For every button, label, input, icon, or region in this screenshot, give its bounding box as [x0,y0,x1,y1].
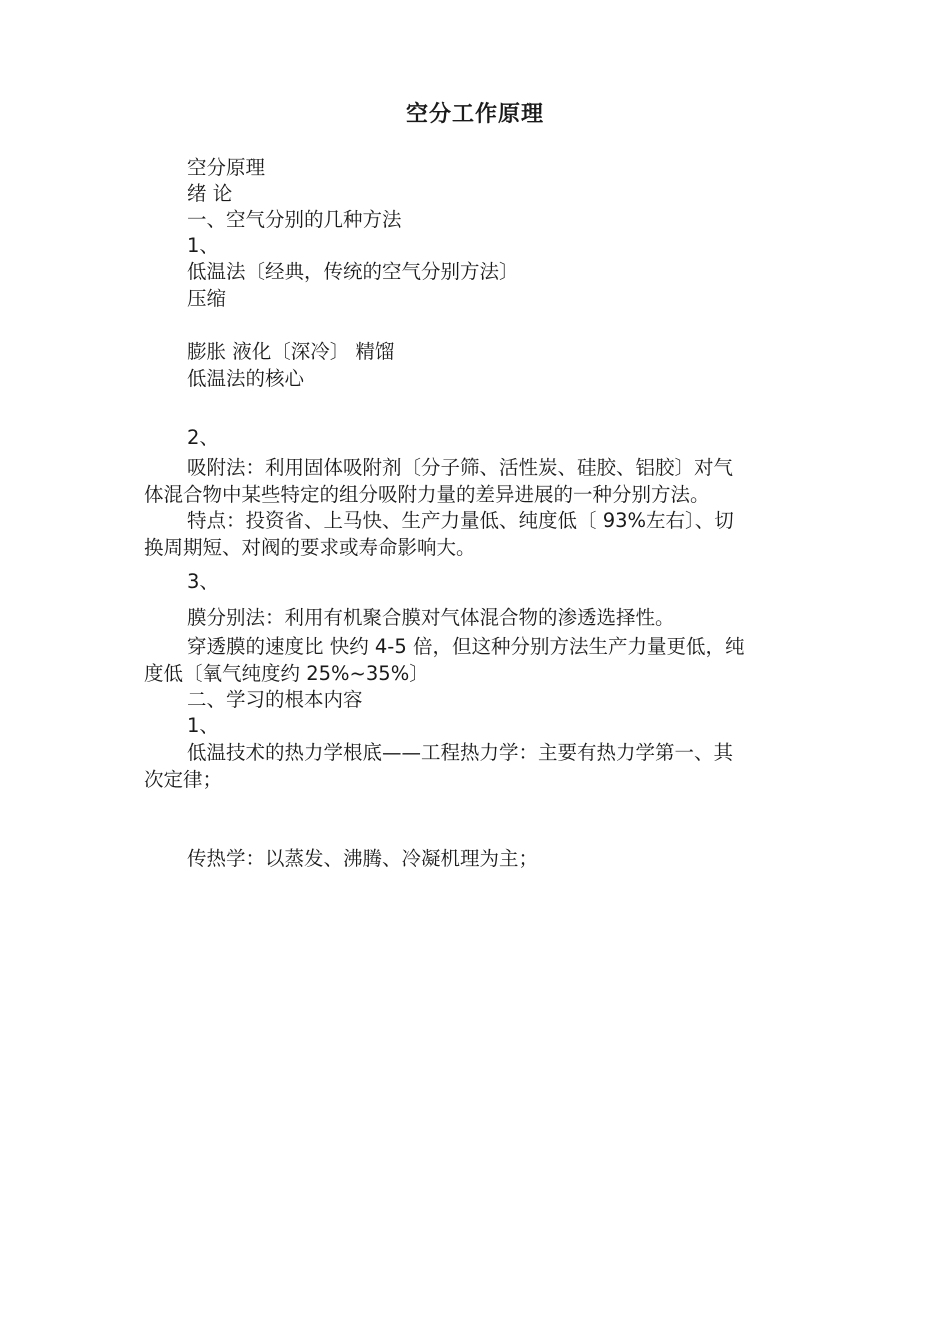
section-heading-1: 一、空气分别的几种方法 [187,208,402,231]
paragraph-line: 传热学：以蒸发、沸腾、冷凝机理为主； [187,847,539,870]
heading-kongfen-yuanli: 空分原理 [187,156,266,179]
paragraph-line: 体混合物中某些特定的组分吸附力量的差异进展的一种分别方法。 [144,483,710,506]
paragraph-line: 低温技术的热力学根底——工程热力学：主要有热力学第一、其 [187,741,734,764]
item-number: 1、 [187,234,219,257]
document-title: 空分工作原理 [405,102,544,127]
paragraph-line: 膨胀 液化〔深冷〕 精馏 [187,340,395,363]
item-number: 1、 [187,714,219,737]
paragraph-line: 吸附法：利用固体吸附剂〔分子筛、活性炭、硅胶、铝胶〕对气 [187,456,734,479]
paragraph-line: 次定律； [144,768,223,791]
item-number: 2、 [187,426,219,449]
heading-introduction: 绪 论 [187,182,233,205]
paragraph-line: 低温法〔经典，传统的空气分别方法〕 [187,260,519,283]
item-number: 3、 [187,570,219,593]
paragraph-line: 换周期短、对阀的要求或寿命影响大。 [144,536,476,559]
paragraph-line: 膜分别法：利用有机聚合膜对气体混合物的渗透选择性。 [187,606,675,629]
paragraph-line: 度低〔氧气纯度约 25%~35%〕 [144,662,429,685]
paragraph-line: 压缩 [187,287,227,310]
paragraph-line: 穿透膜的速度比 快约 4-5 倍，但这种分别方法生产力量更低，纯 [187,635,745,658]
paragraph-line: 特点：投资省、上马快、生产力量低、纯度低〔 93%左右〕、切 [187,509,734,532]
section-heading-2: 二、学习的根本内容 [187,688,363,711]
paragraph-line: 低温法的核心 [187,367,305,390]
